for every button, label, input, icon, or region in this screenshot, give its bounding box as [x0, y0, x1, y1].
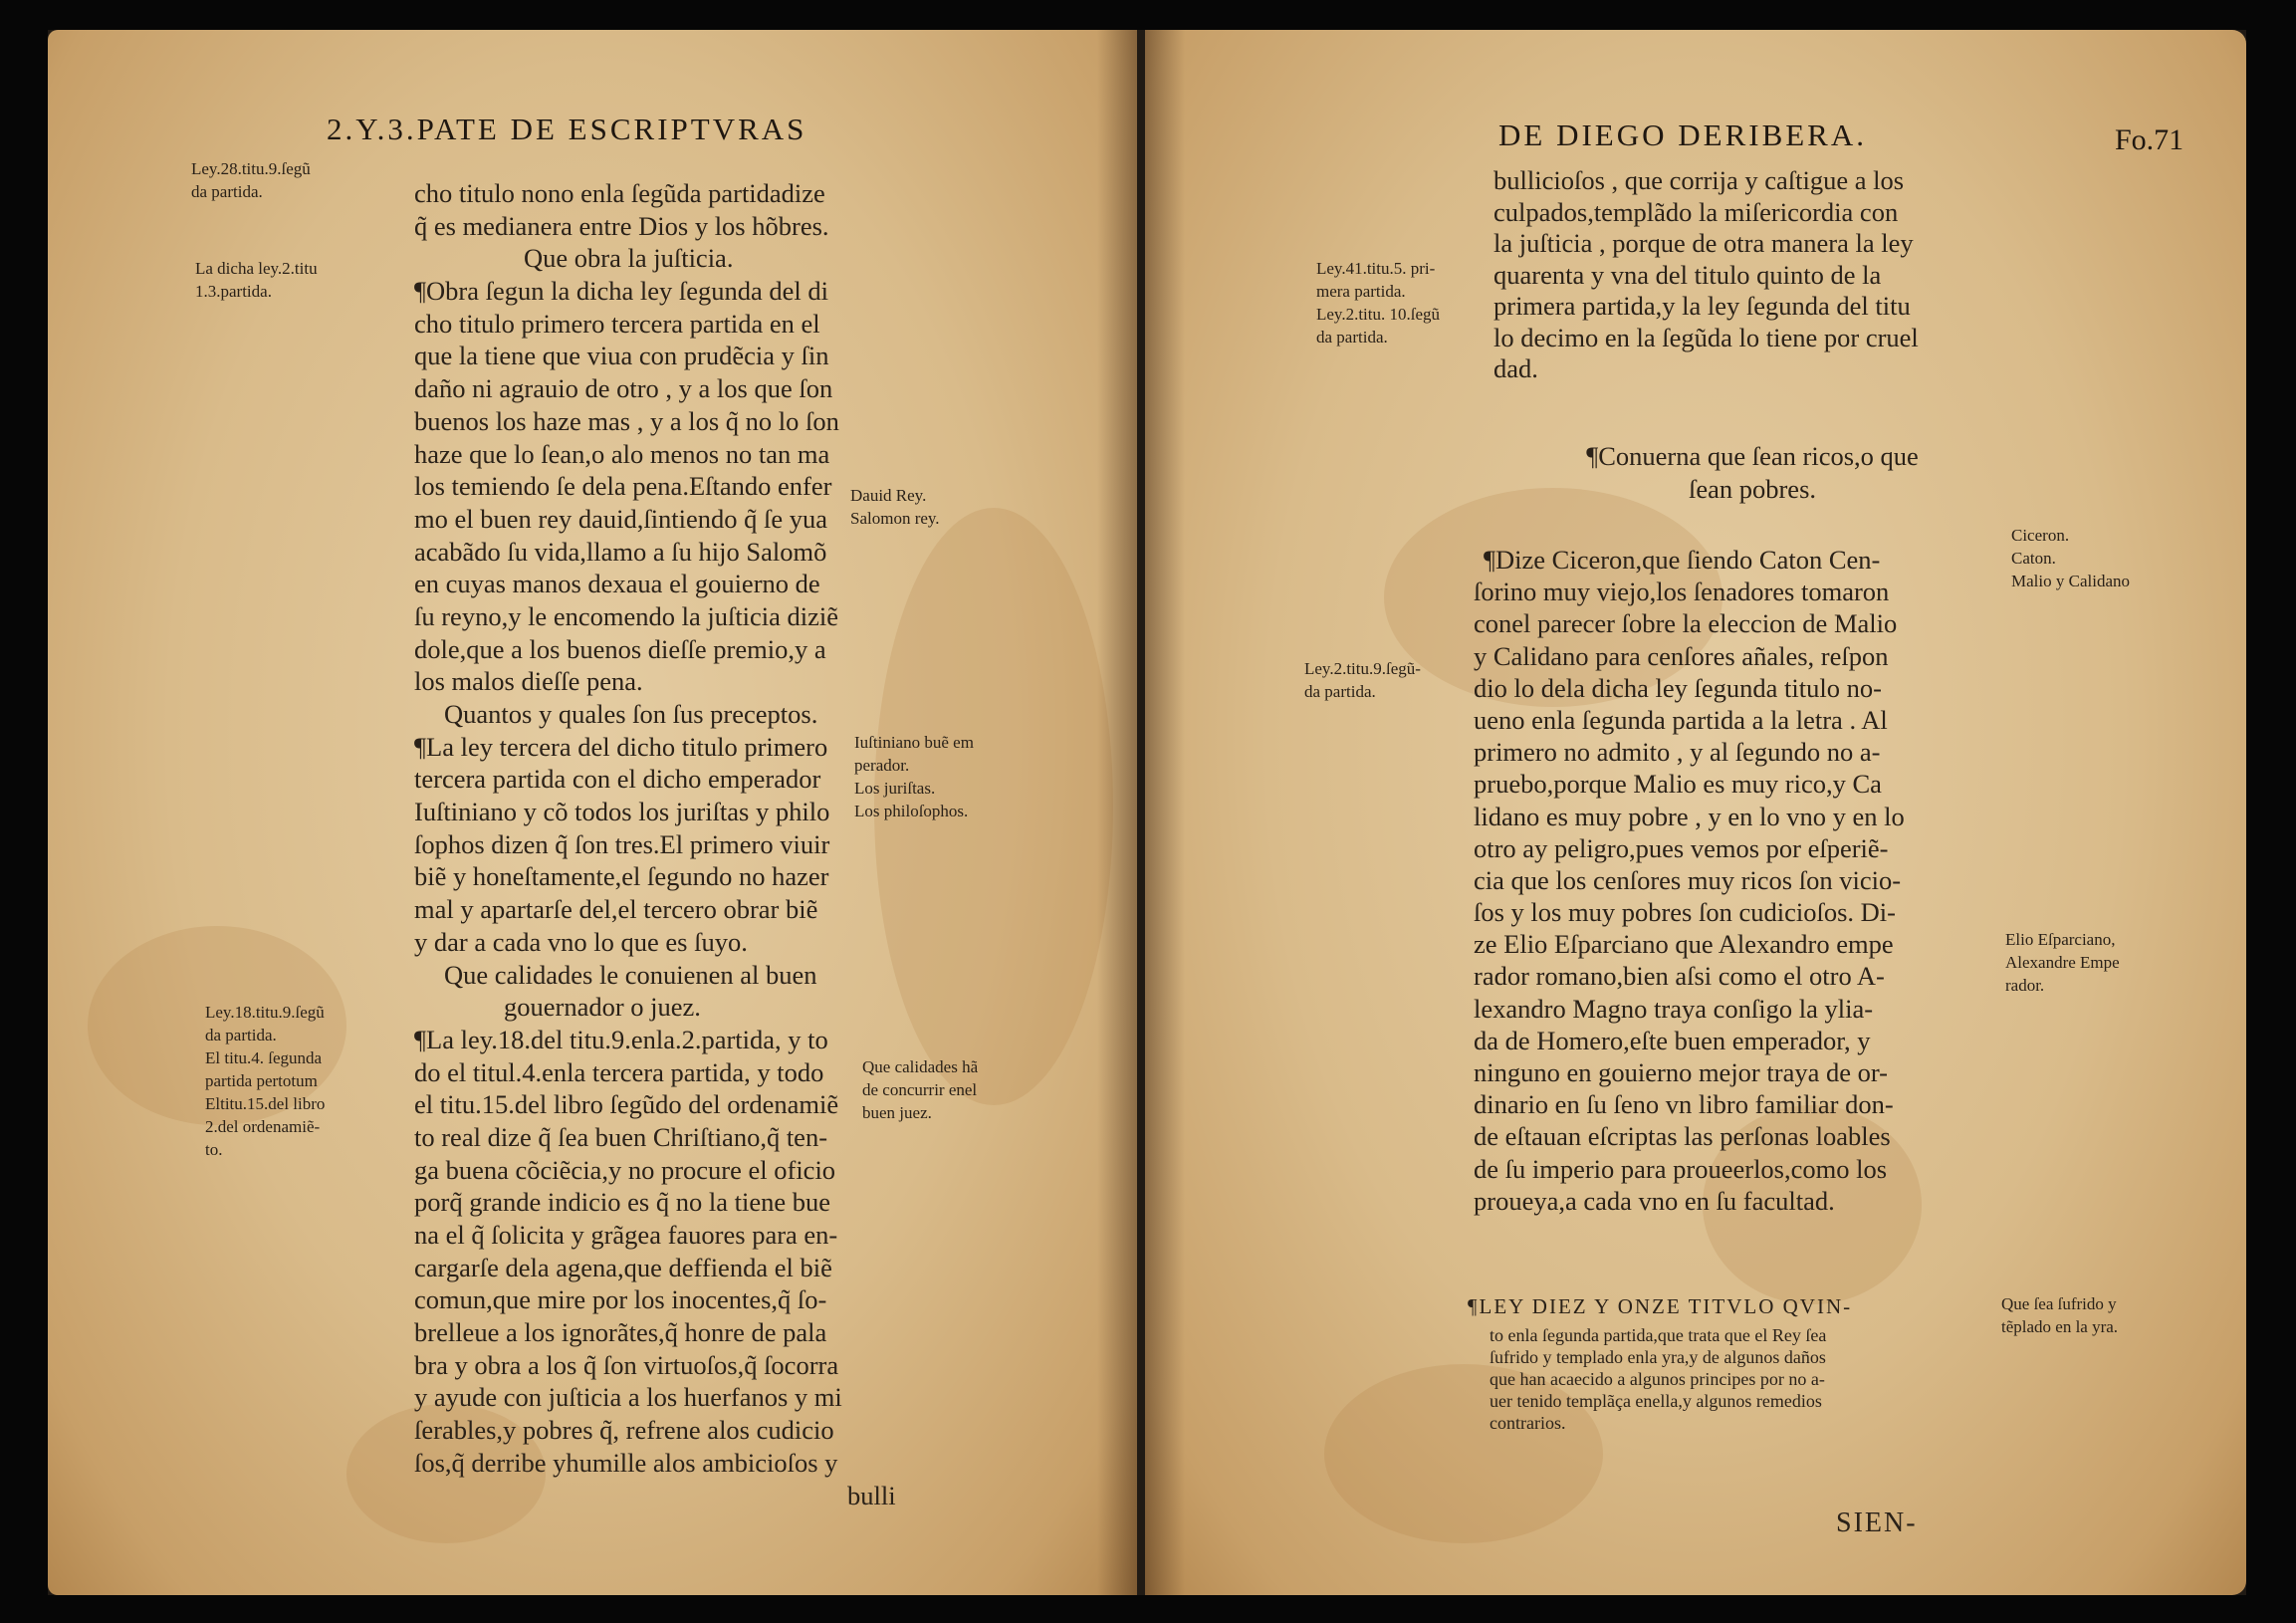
text-line: do el titul.4.enla tercera partida, y todo	[414, 1056, 824, 1087]
law-heading: ¶LEY DIEZ Y ONZE TITVLO QVIN-	[1468, 1294, 1853, 1318]
text-line: ga buena cõciẽcia,y no procure el oficio	[414, 1154, 836, 1185]
text-line: comun,que mire por los inocentes,q̃ ſo-	[414, 1284, 827, 1315]
gutter-shadow	[1145, 30, 1185, 1595]
margin-note-line: 2.del ordenamiẽ-	[205, 1117, 321, 1136]
margin-note-line: Malio y Calidano	[2011, 572, 2130, 590]
margin-note-line: Los juriſtas.	[854, 779, 936, 798]
text-line: y Calidano para cenſores añales, reſpon	[1474, 640, 1889, 671]
margin-note-line: Elio Eſparciano,	[2005, 930, 2116, 949]
section-heading	[1474, 440, 2031, 506]
left-page	[48, 30, 1137, 1595]
text-line: dio lo dela dicha ley ſegunda titulo no-	[1474, 672, 1882, 703]
text-line: y ayude con juſticia a los huerfanos y mi	[414, 1382, 842, 1413]
margin-note	[1316, 257, 1440, 348]
margin-note	[2005, 928, 2120, 997]
margin-note-line: Ley.2.titu. 10.ſegũ	[1316, 305, 1441, 324]
text-line: primera partida,y la ley ſegunda del titu	[1493, 291, 1911, 321]
text-line: ninguno en gouierno mejor traya de or-	[1474, 1057, 1888, 1087]
text-line: lidano es muy pobre , y en lo vno y en lo	[1474, 801, 1905, 831]
text-line: en cuyas manos dexaua el gouierno de	[414, 569, 820, 599]
text-line: porq̃ grande indicio es q̃ no la tiene bue	[414, 1187, 830, 1218]
text-line: dinario en ſu ſeno vn libro familiar don-	[1474, 1089, 1894, 1120]
margin-note-line: El titu.4. ſegunda	[205, 1048, 323, 1067]
margin-note-line: da partida.	[1316, 328, 1388, 347]
text-line: daño ni agrauio de otro , y a los que ſon	[414, 373, 833, 404]
margin-note-line: Ley.28.titu.9.ſegũ	[191, 159, 311, 178]
text-line: culpados,templãdo la miſericordia con	[1493, 196, 1899, 227]
text-line: ſorino muy viejo,los ſenadores tomaron	[1474, 577, 1890, 607]
running-header: 2.Y.3.PATE DE ESCRIPTVRAS	[327, 112, 807, 146]
text-line: tercera partida con el dicho emperador	[414, 764, 821, 795]
right-main-text	[1474, 544, 1905, 1217]
text-line: otro ay peligro,pues vemos por eſperiẽ-	[1474, 832, 1889, 863]
text-line: contrarios.	[1490, 1413, 1566, 1433]
margin-note	[854, 731, 974, 822]
right-page	[1145, 30, 2246, 1595]
text-line: cargarſe dela agena,que deffienda el biẽ	[414, 1252, 832, 1282]
text-line: ze Elio Eſparciano que Alexandro empe	[1474, 929, 1894, 960]
margin-note-line: buen juez.	[862, 1103, 932, 1122]
text-line: y dar a cada vno lo que es ſuyo.	[414, 926, 748, 957]
text-line: de ſu imperio para proueerlos,como los	[1474, 1153, 1888, 1184]
text-line: lexandro Magno traya conſigo la ylia-	[1474, 993, 1874, 1024]
margin-note	[2011, 524, 2130, 592]
text-line: los temiendo ſe dela pena.Eſtando enfer	[414, 471, 832, 502]
text-line: to enla ſegunda partida,que trata que el Rey ſea	[1490, 1325, 1827, 1345]
margin-note-line: Ley.18.titu.9.ſegũ	[205, 1003, 325, 1022]
margin-note	[195, 257, 318, 303]
text-line: haze que lo ſean,o alo menos no tan ma	[414, 438, 830, 469]
text-line: bullicioſos , que corrija y caſtigue a los	[1493, 165, 1905, 195]
text-line: na el q̃ ſolicita y grãgea fauores para en-	[414, 1220, 838, 1250]
text-line: bra y obra a los q̃ ſon virtuoſos,q̃ ſocorra	[414, 1349, 839, 1380]
margin-note-line: Ley.41.titu.5. pri-	[1316, 259, 1436, 278]
margin-note	[850, 484, 940, 530]
text-line: lo decimo en la ſegũda lo tiene por cruel	[1493, 322, 1919, 352]
margin-note-line: Que calidades hã	[862, 1057, 979, 1076]
text-line: ¶La ley tercera del dicho titulo primero	[414, 731, 828, 762]
margin-note-line: Alexandre Empe	[2005, 953, 2120, 972]
text-line: Que obra la juſticia.	[524, 243, 734, 274]
margin-note	[205, 1001, 325, 1161]
text-line: uer tenido templãça enella,y algunos remedios	[1490, 1391, 1822, 1411]
margin-note-line: partida pertotum	[205, 1071, 318, 1090]
text-line: gouernador o juez.	[504, 992, 701, 1023]
margin-note	[862, 1055, 978, 1124]
text-line: de eſtauan eſcriptas las perſonas loables	[1474, 1121, 1891, 1152]
text-line: ſean pobres.	[1688, 474, 1817, 504]
text-line: ¶Conuerna que ſean ricos,o que	[1586, 441, 1919, 471]
running-header: DE DIEGO DERIBERA.	[1498, 117, 1867, 152]
text-line: cia que los cenſores muy ricos ſon vicio-	[1474, 864, 1902, 895]
gutter-shadow	[1097, 30, 1137, 1595]
margin-note-line: rador.	[2005, 976, 2045, 995]
margin-note-line: Salomon rey.	[850, 509, 940, 528]
margin-note	[2001, 1292, 2118, 1338]
margin-note-line: Iuſtiniano buẽ em	[854, 733, 974, 752]
text-line: buenos los haze mas , y a los q̃ no lo ſon	[414, 405, 839, 436]
text-line: ſophos dizen q̃ ſon tres.El primero viuir	[414, 828, 830, 859]
margin-note-line: La dicha ley.2.titu	[195, 259, 318, 278]
text-line: brelleue a los ignorãtes,q̃ honre de pala	[414, 1317, 827, 1348]
text-line: ſufrido y templado enla yra,y de algunos daños	[1490, 1347, 1826, 1367]
text-line: primero no admito , y al ſegundo no a-	[1474, 737, 1881, 768]
text-line: mo el buen rey dauid,ſintiendo q̃ ſe yua	[414, 503, 828, 534]
text-line: ¶La ley.18.del titu.9.enla.2.partida, y to	[414, 1024, 828, 1054]
text-line: quarenta y vna del titulo quinto de la	[1493, 259, 1882, 290]
margin-note-line: Que ſea ſufrido y	[2001, 1294, 2117, 1313]
margin-note-line: Dauid Rey.	[850, 486, 927, 505]
text-line: acabãdo ſu vida,llamo a ſu hijo Salomõ	[414, 536, 827, 567]
law-summary	[1490, 1324, 1826, 1434]
margin-note-line: Ciceron.	[2011, 526, 2070, 545]
margin-note-line: Eltitu.15.del libro	[205, 1094, 326, 1113]
folio-number: Fo.71	[2115, 123, 2184, 156]
margin-note-line: de concurrir enel	[862, 1080, 978, 1099]
margin-note-line: da partida.	[191, 182, 263, 201]
right-text-top	[1493, 165, 1919, 385]
margin-note-line: da partida.	[1304, 682, 1376, 701]
text-line: dole,que a los buenos dieſſe premio,y a	[414, 633, 826, 664]
margin-note-line: Los philoſophos.	[854, 802, 969, 820]
text-line: ſu reyno,y le encomendo la juſticia diziẽ	[414, 600, 839, 631]
text-line: ¶Obra ſegun la dicha ley ſegunda del di	[414, 276, 828, 307]
text-line: to real dize q̃ ſea buen Chriſtiano,q̃ ten-	[414, 1121, 828, 1152]
text-line: ueno enla ſegunda partida a la letra . Al	[1474, 704, 1888, 735]
text-line: Que calidades le conuienen al buen	[444, 959, 817, 990]
margin-note-line: da partida.	[205, 1026, 277, 1044]
text-line: ſos y los muy pobres ſon cudicioſos. Di-	[1474, 897, 1896, 928]
text-line: la juſticia , porque de otra manera la ley	[1493, 228, 1914, 258]
text-line: da de Homero,eſte buen emperador, y	[1474, 1025, 1871, 1055]
open-book	[48, 30, 2246, 1595]
text-line: que han acaecido a algunos principes por no a-	[1490, 1369, 1825, 1389]
text-line: pruebo,porque Malio es muy rico,y Ca	[1474, 769, 1882, 800]
text-line: cho titulo nono enla ſegũda partidadize	[414, 178, 825, 208]
text-line: mal y apartarſe del,el tercero obrar biẽ	[414, 894, 818, 925]
text-line: ¶Dize Ciceron,que ſiendo Caton Cen-	[1484, 545, 1881, 575]
catchword: SIEN-	[1836, 1507, 1918, 1538]
text-line: ſos,q̃ derribe yhumille alos ambicioſos y	[414, 1447, 838, 1478]
left-main-text	[414, 177, 896, 1511]
text-line: Quantos y quales ſon ſus preceptos.	[444, 699, 818, 729]
margin-note-line: mera partida.	[1316, 282, 1406, 301]
text-line: rador romano,bien aſsi como el otro A-	[1474, 961, 1885, 992]
text-line: bulli	[847, 1480, 896, 1510]
text-line: cho titulo primero tercera partida en el	[414, 308, 820, 339]
margin-note-line: to.	[205, 1140, 223, 1159]
text-line: dad.	[1493, 353, 1538, 383]
margin-note	[191, 157, 311, 203]
margin-note-line: tẽplado en la yra.	[2001, 1317, 2119, 1336]
text-line: el titu.15.del libro ſegũdo del ordenamiẽ	[414, 1089, 839, 1120]
margin-note-line: Caton.	[2011, 549, 2056, 568]
text-line: biẽ y honeſtamente,el ſegundo no hazer	[414, 861, 829, 892]
text-line: Iuſtiniano y cõ todos los juriſtas y philo	[414, 797, 830, 827]
margin-note-line: Ley.2.titu.9.ſegũ-	[1304, 659, 1421, 678]
text-line: proueya,a cada vno en ſu facultad.	[1474, 1185, 1835, 1216]
text-line: q̃ es medianera entre Dios y los hõbres.	[414, 210, 829, 241]
text-line: conel parecer ſobre la eleccion de Malio	[1474, 608, 1898, 639]
margin-note	[1304, 657, 1421, 703]
text-line: ſerables,y pobres q̃, refrene alos cudicio	[414, 1415, 834, 1446]
margin-note-line: 1.3.partida.	[195, 282, 272, 301]
margin-note-line: perador.	[854, 756, 910, 775]
text-line: que la tiene que viua con prudẽcia y ſin	[414, 341, 829, 371]
text-line: los malos dieſſe pena.	[414, 666, 643, 697]
